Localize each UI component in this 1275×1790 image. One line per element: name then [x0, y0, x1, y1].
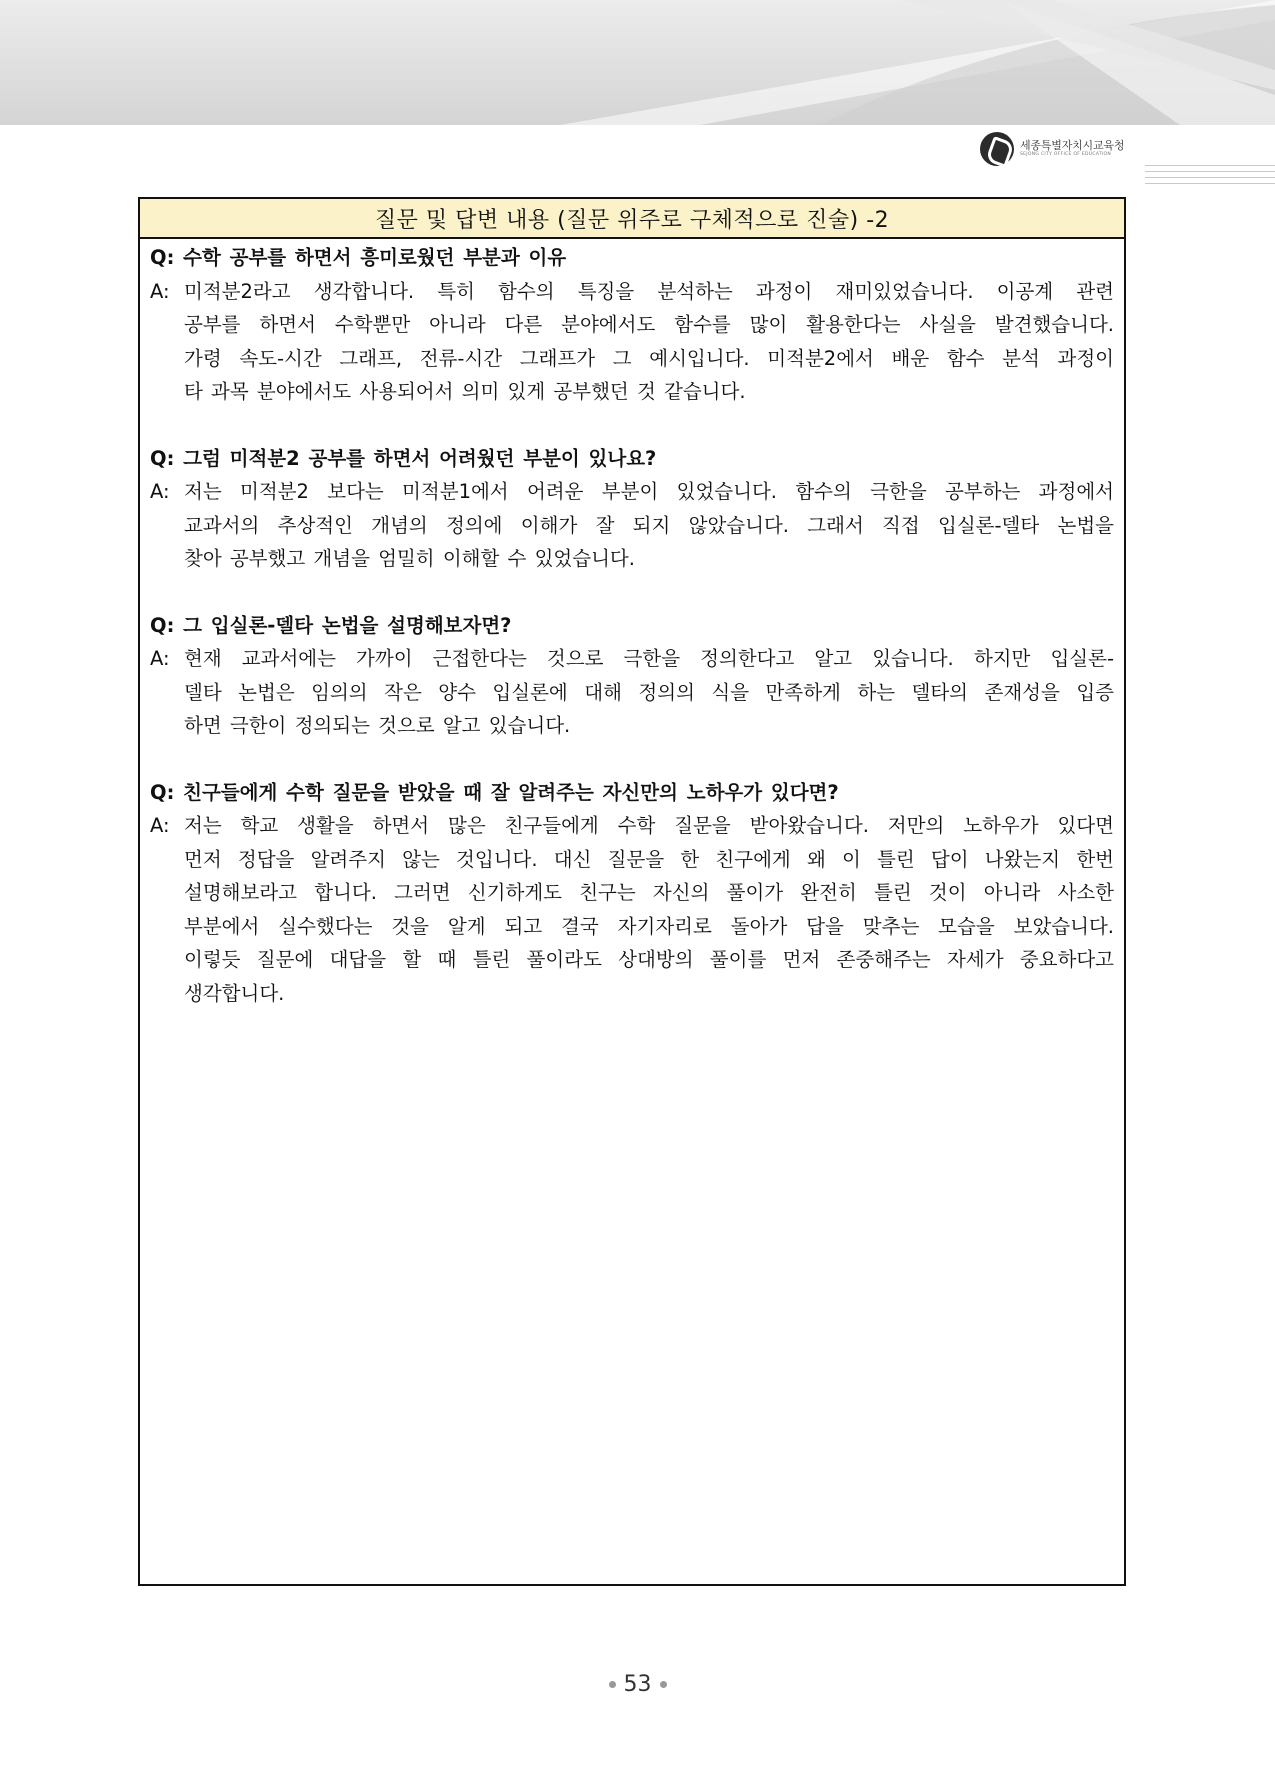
qa-item — [150, 442, 1114, 576]
answer-line: 현재 교과서에는 가까이 근접한다는 것으로 극한을 정의한다고 알고 있습니다. 하지만 입실론- — [184, 647, 1114, 670]
qa-item — [150, 241, 1114, 409]
answer-line: 이렇듯 질문에 대답을 할 때 틀린 풀이라도 상대방의 풀이를 먼저 존중해주는 자세가 중요하다고 — [184, 948, 1114, 971]
page-number — [0, 1672, 1275, 1697]
header-deco-lines — [1145, 165, 1275, 189]
answer-prefix: A: — [150, 480, 170, 503]
qa-item — [150, 609, 1114, 743]
qa-table — [138, 197, 1126, 1586]
answer — [150, 475, 1114, 576]
answer — [150, 809, 1114, 1010]
answer-line: 교과서의 추상적인 개념의 정의에 이해가 잘 되지 않았습니다. 그래서 직접 입실론-델타 논법을 — [184, 513, 1114, 537]
page-header-band — [0, 0, 1275, 125]
answer-prefix: A: — [150, 814, 170, 837]
page-number-value: 53 — [623, 1672, 652, 1697]
answer-line: 타 과목 분야에서도 사용되어서 의미 있게 공부했던 것 같습니다. — [184, 380, 746, 403]
logo-subtitle: SEJONG CITY OFFICE OF EDUCATION — [1020, 152, 1112, 158]
answer-line: 먼저 정답을 알려주지 않는 것입니다. 대신 질문을 한 친구에게 왜 이 틀린 답이 나왔는지 한번 — [184, 847, 1114, 871]
answer — [150, 642, 1114, 743]
answer-prefix: A: — [150, 279, 170, 303]
answer-line: 저는 미적분2 보다는 미적분1에서 어려운 부분이 있었습니다. 함수의 극한을 공부하는 과정에서 — [184, 480, 1114, 503]
qa-table-body — [140, 239, 1124, 1010]
answer-line: 하면 극한이 정의되는 것으로 알고 있습니다. — [184, 714, 571, 737]
answer-line: 미적분2라고 생각합니다. 특히 함수의 특징을 분석하는 과정이 재미있었습니다. 이공계 관련 — [184, 279, 1114, 303]
answer-line: 설명해보라고 합니다. 그러면 신기하게도 친구는 자신의 풀이가 완전히 틀린 것이 아니라 사소한 — [184, 881, 1114, 904]
question: Q: 수학 공부를 하면서 흥미로웠던 부분과 이유 — [150, 246, 567, 269]
answer-text — [184, 642, 1114, 743]
answer-line: 가령 속도-시간 그래프, 전류-시간 그래프가 그 예시입니다. 미적분2에서 배운 함수 분석 과정이 — [184, 346, 1114, 370]
header-decoration — [0, 0, 1275, 125]
page-dot-right — [660, 1681, 667, 1688]
question: Q: 그 입실론-델타 논법을 설명해보자면? — [150, 613, 512, 637]
answer — [150, 275, 1114, 409]
answer-line: 공부를 하면서 수학뿐만 아니라 다른 분야에서도 함수를 많이 활용한다는 사실을 발견했습니다. — [184, 313, 1114, 336]
answer-line: 델타 논법은 임의의 작은 양수 입실론에 대해 정의의 식을 만족하게 하는 델타의 존재성을 입증 — [184, 680, 1114, 704]
answer-text — [184, 475, 1114, 576]
question: Q: 그럼 미적분2 공부를 하면서 어려웠던 부분이 있나요? — [150, 446, 657, 470]
answer-text — [184, 809, 1114, 1010]
answer-line: 부분에서 실수했다는 것을 알게 되고 결국 자기자리로 돌아가 답을 맞추는 모습을 보았습니다. — [184, 914, 1114, 938]
logo-name: 세종특별자치시교육청 — [1020, 139, 1125, 153]
qa-table-title: 질문 및 답변 내용 (질문 위주로 구체적으로 진술) -2 — [140, 199, 1124, 239]
office-logo — [980, 132, 1124, 166]
answer-line: 생각합니다. — [184, 981, 285, 1005]
answer-line: 저는 학교 생활을 하면서 많은 친구들에게 수학 질문을 받아왔습니다. 저만의 노하우가 있다면 — [184, 814, 1114, 837]
answer-line: 찾아 공부했고 개념을 엄밀히 이해할 수 있었습니다. — [184, 547, 635, 570]
answer-prefix: A: — [150, 647, 170, 670]
page-dot-left — [609, 1681, 616, 1688]
question: Q: 친구들에게 수학 질문을 받았을 때 잘 알려주는 자신만의 노하우가 있다면? — [150, 780, 839, 804]
answer-text — [184, 275, 1114, 409]
qa-item — [150, 776, 1114, 1011]
logo-emblem-icon — [980, 132, 1014, 166]
